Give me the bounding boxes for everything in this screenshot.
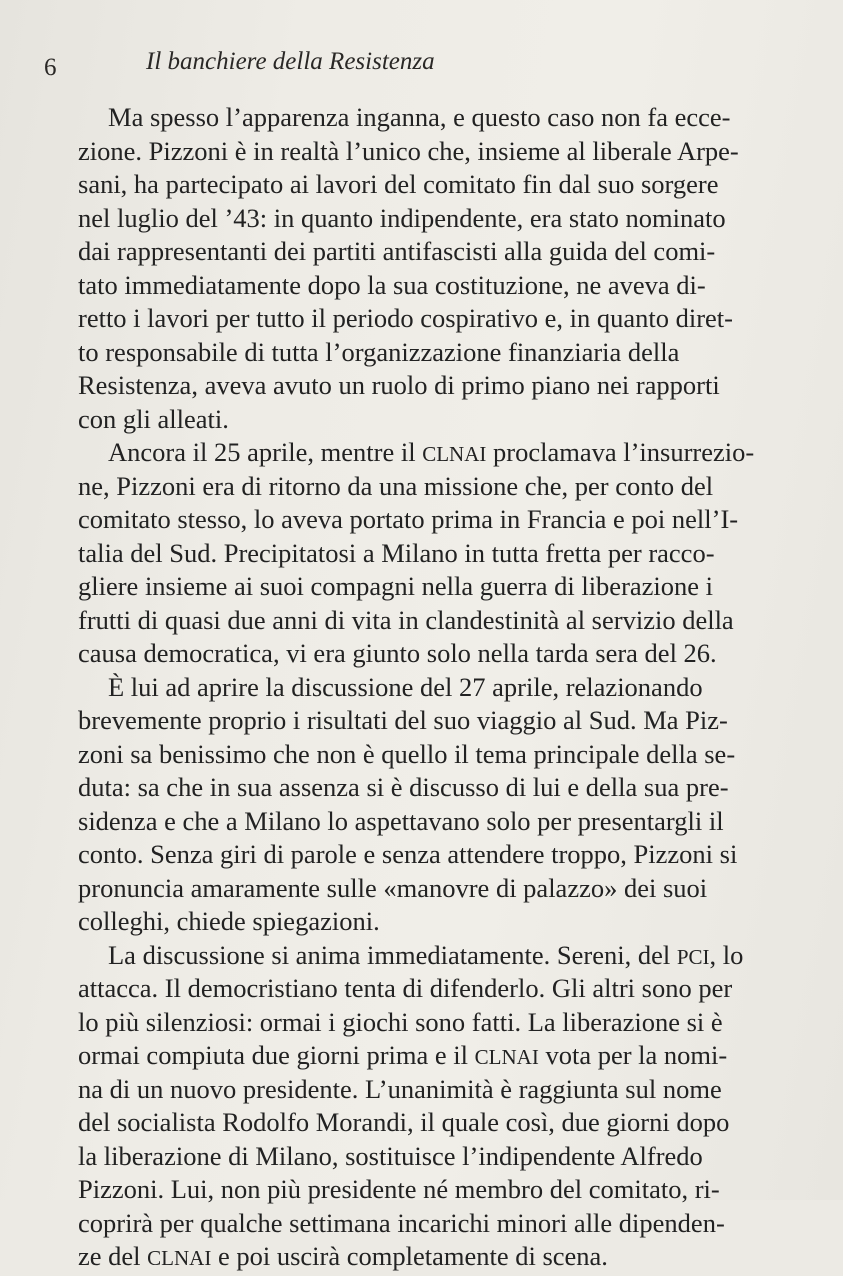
running-title: Il banchiere della Resistenza [146, 48, 435, 75]
text-line: talia del Sud. Precipitatosi a Milano in tutta fretta per racco- [78, 537, 715, 568]
text-line: comitato stesso, lo aveva portato prima in Francia e poi nell’I- [78, 504, 739, 534]
text-line: attacca. Il democristiano tenta di difenderlo. Gli altri sono per [78, 973, 733, 1003]
text-line: duta: sa che in sua assenza si è discusso di lui e della sua pre- [78, 772, 729, 802]
text-line: ze del CLNAI e poi uscirà completamente di scena. [78, 1241, 608, 1271]
text-line: sidenza e che a Milano lo aspettavano solo per presentargli il [78, 805, 724, 836]
text-line: del socialista Rodolfo Morandi, il quale così, due giorni dopo [78, 1107, 730, 1137]
text-line: la liberazione di Milano, sostituisce l’indipendente Alfredo [78, 1140, 703, 1171]
text-line: con gli alleati. [78, 403, 229, 434]
text-line: colleghi, chiede spiegazioni. [78, 906, 380, 936]
body-text [78, 101, 818, 1274]
text-line: È lui ad aprire la discussione del 27 aprile, relazionando [108, 671, 703, 702]
text-line: brevemente proprio i risultati del suo viaggio al Sud. Ma Piz- [78, 705, 728, 735]
text-line: zoni sa benissimo che non è quello il tema principale della se- [78, 738, 736, 769]
text-line: ne, Pizzoni era di ritorno da una missione che, per conto del [78, 470, 714, 501]
paragraph-1 [78, 101, 818, 436]
text-line: Ancora il 25 aprile, mentre il CLNAI proclamava l’insurrezio- [108, 437, 755, 467]
text-line: Pizzoni. Lui, non più presidente né membro del comitato, ri- [78, 1174, 720, 1204]
text-line: Resistenza, aveva avuto un ruolo di primo piano nei rapporti [78, 370, 720, 400]
text-line: ormai compiuta due giorni prima e il CLNAI vota per la nomi- [78, 1040, 728, 1070]
text-line: causa democratica, vi era giunto solo nella tarda sera del 26. [78, 638, 717, 668]
paragraph-4 [78, 939, 818, 1274]
text-line: to responsabile di tutta l’organizzazione finanziaria della [78, 336, 680, 367]
text-line: Ma spesso l’apparenza inganna, e questo caso non fa ecce- [108, 102, 731, 132]
text-line: zione. Pizzoni è in realtà l’unico che, insieme al liberale Arpe- [78, 135, 739, 166]
text-line: nel luglio del ’43: in quanto indipendente, era stato nominato [78, 202, 726, 233]
page-number: 6 [44, 54, 57, 81]
text-line: pronuncia amaramente sulle «manovre di palazzo» dei suoi [78, 872, 708, 903]
text-line: coprirà per qualche settimana incarichi minori alle dipenden- [78, 1207, 725, 1238]
text-line: La discussione si anima immediatamente. Sereni, del PCI, lo [108, 939, 744, 970]
paragraph-3 [78, 671, 818, 939]
text-line: conto. Senza giri di parole e senza attendere troppo, Pizzoni si [78, 839, 738, 869]
paragraph-2 [78, 436, 818, 671]
text-line: sani, ha partecipato ai lavori del comitato fin dal suo sorgere [78, 169, 719, 199]
text-line: retto i lavori per tutto il periodo cospirativo e, in quanto diret- [78, 303, 733, 333]
text-line: gliere insieme ai suoi compagni nella guerra di liberazione i [78, 571, 714, 601]
text-line: na di un nuovo presidente. L’unanimità è raggiunta sul nome [78, 1073, 722, 1104]
text-line: frutti di quasi due anni di vita in clandestinità al servizio della [78, 604, 734, 635]
text-line: lo più silenziosi: ormai i giochi sono fatti. La liberazione si è [78, 1006, 723, 1037]
text-line: dai rappresentanti dei partiti antifascisti alla guida del comi- [78, 236, 716, 266]
text-line: tato immediatamente dopo la sua costituzione, ne aveva di- [78, 269, 706, 300]
